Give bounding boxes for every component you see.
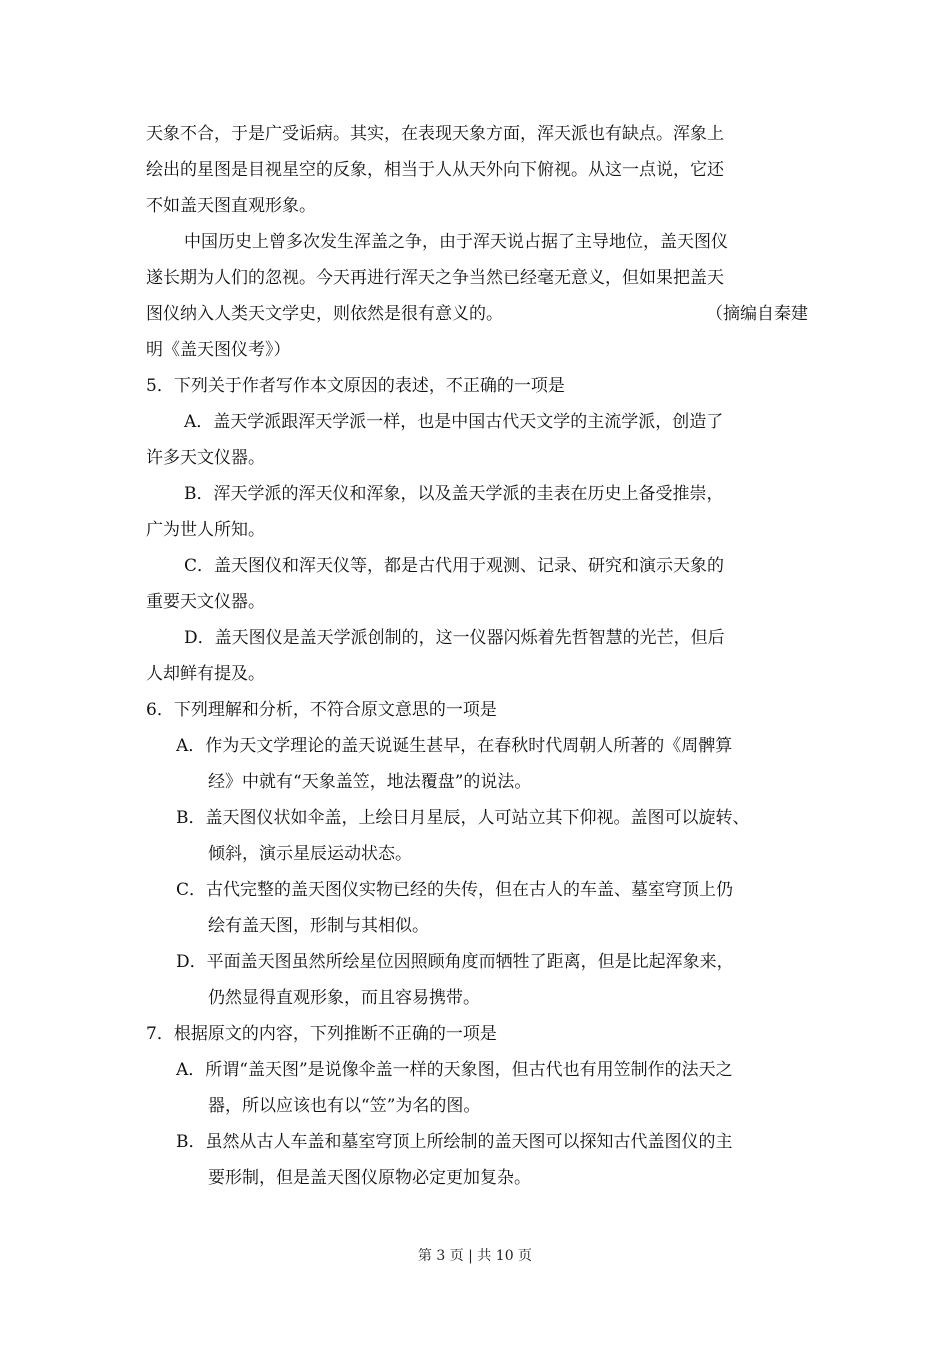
q6-option-b-cont: 倾斜，演示星辰运动状态。 xyxy=(208,844,412,864)
q6-option-d-cont: 仍然显得直观形象，而且容易携带。 xyxy=(208,988,480,1008)
q6-option-d: D．平面盖天图虽然所绘星位因照顾角度而牺牲了距离，但是比起浑象来， xyxy=(176,952,734,972)
q5-option-c: C．盖天图仪和浑天仪等，都是古代用于观测、记录、研究和演示天象的 xyxy=(184,556,725,576)
q5-option-d: D．盖天图仪是盖天学派创制的，这一仪器闪烁着先哲智慧的光芒，但后 xyxy=(184,628,725,648)
passage-line: 不如盖天图直观形象。 xyxy=(146,196,316,216)
q6-option-c-cont: 绘有盖天图，形制与其相似。 xyxy=(208,916,429,936)
passage-text: 图仪纳入人类天文学史，则依然是很有意义的。 xyxy=(146,304,503,324)
page-footer: 第 3 页 | 共 10 页 xyxy=(417,1248,533,1264)
source-citation: （摘编自秦建 xyxy=(706,304,808,324)
q6-option-b: B．盖天图仪状如伞盖，上绘日月星辰，人可站立其下仰视。盖图可以旋转、 xyxy=(176,808,750,828)
q5-option-c-cont: 重要天文仪器。 xyxy=(146,592,265,612)
source-citation: 明《盖天图仪考》） xyxy=(146,340,291,360)
passage-line: 绘出的星图是目视星空的反象，相当于人从天外向下俯视。从这一点说，它还 xyxy=(146,160,724,180)
q5-option-a-cont: 许多天文仪器。 xyxy=(146,448,265,468)
page-content xyxy=(146,116,808,1196)
passage-line: 中国历史上曾多次发生浑盖之争，由于浑天说占据了主导地位，盖天图仪 xyxy=(184,232,728,252)
question-6-stem: 6．下列理解和分析，不符合原文意思的一项是 xyxy=(146,700,497,720)
passage-line-with-source xyxy=(146,296,808,332)
q7-option-b: B．虽然从古人车盖和墓室穹顶上所绘制的盖天图可以探知古代盖图仪的主 xyxy=(176,1132,733,1152)
passage-line: 遂长期为人们的忽视。今天再进行浑天之争当然已经毫无意义，但如果把盖天 xyxy=(146,268,724,288)
q5-option-b: B．浑天学派的浑天仪和浑象，以及盖天学派的圭表在历史上备受推崇， xyxy=(184,484,724,504)
q5-option-b-cont: 广为世人所知。 xyxy=(146,520,265,540)
q5-option-a: A．盖天学派跟浑天学派一样，也是中国古代天文学的主流学派，创造了 xyxy=(184,412,724,432)
q7-option-a-cont: 器，所以应该也有以“笠”为名的图。 xyxy=(208,1096,481,1116)
q6-option-a-cont: 经》中就有“天象盖笠，地法覆盘”的说法。 xyxy=(208,772,532,792)
question-7-stem: 7．根据原文的内容，下列推断不正确的一项是 xyxy=(146,1024,497,1044)
q6-option-a: A．作为天文学理论的盖天说诞生甚早，在春秋时代周朝人所著的《周髀算 xyxy=(176,736,733,756)
q7-option-a: A．所谓“盖天图”是说像伞盖一样的天象图，但古代也有用笠制作的法天之 xyxy=(176,1060,733,1080)
q6-option-c: C．古代完整的盖天图仪实物已经的失传，但在古人的车盖、墓室穹顶上仍 xyxy=(176,880,734,900)
question-5-stem: 5．下列关于作者写作本文原因的表述，不正确的一项是 xyxy=(146,376,565,396)
q7-option-b-cont: 要形制，但是盖天图仪原物必定更加复杂。 xyxy=(208,1168,531,1188)
passage-line: 天象不合，于是广受诟病。其实，在表现天象方面，浑天派也有缺点。浑象上 xyxy=(146,124,724,144)
q5-option-d-cont: 人却鲜有提及。 xyxy=(146,664,265,684)
